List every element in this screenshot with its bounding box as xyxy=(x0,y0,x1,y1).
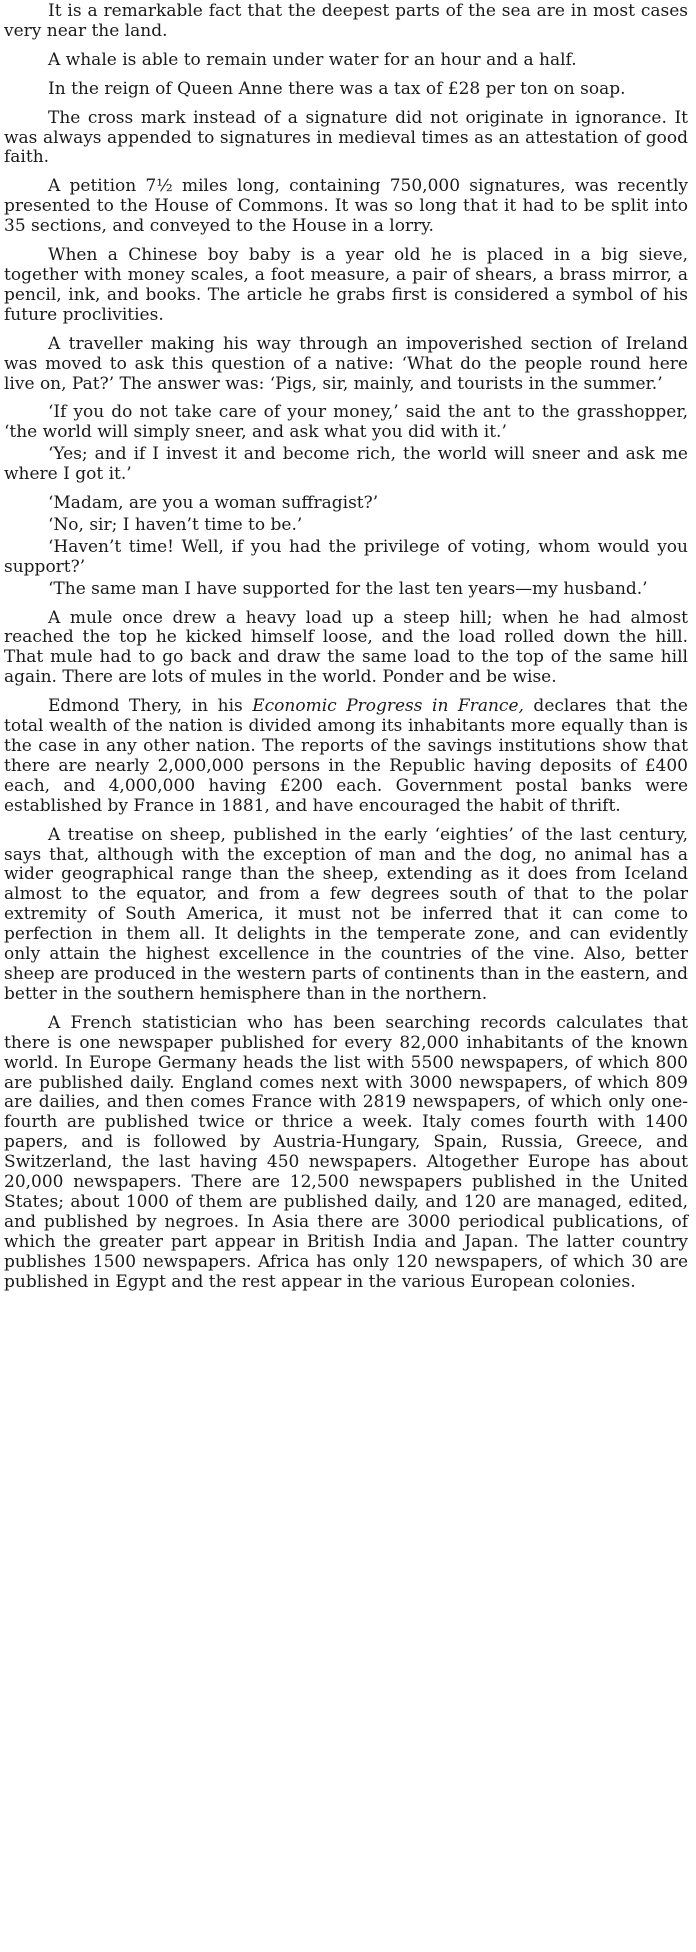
paragraph-ireland-traveller: A traveller making his way through an impoverished section of Ireland was moved to ask this question of a native: ‘What do the people round here live on, Pat?’ The answer was: ‘Pigs, sir, mainly, and tourists in the summer.’ xyxy=(4,333,688,394)
paragraph-deep-sea: It is a remarkable fact that the deepest parts of the sea are in most cases very near the land. xyxy=(4,1,688,41)
paragraph-petition: A petition 7½ miles long, containing 750,000 signatures, was recently presented to the House of Commons. It was so long that it had to be split into 35 sections, and conveyed to the House in a lorry. xyxy=(4,176,688,237)
paragraph-grasshopper-reply: ‘Yes; and if I invest it and become rich, the world will sneer and ask me where I got it.’ xyxy=(4,444,688,485)
paragraph-newspapers: A French statistician who has been searching records calculates that there is one newspaper published for every 82,000 inhabitants of the known world. In Europe Germany heads the list with 5500 newspapers, of which 800 are published daily. England comes next with 3000 newspapers, of which 809 are dailies, and then comes France with 2819 newspapers, of which only one-fourth are published twice or thrice a week. Italy comes fourth with 1400 papers, and is followed by Austria-Hungary, Spain, Russia, Greece, and Switzerland, the last having 450 newspapers. Altogether Europe has about 20,000 newspapers. There are 12,500 newspapers published in the United States; about 1000 of them are published daily, and 120 are managed, edited, and published by negroes. In Asia there are 3000 periodical publications, of which the greater part appear in British India and Japan. The latter country publishes 1500 newspapers. Africa has only 120 newspapers, of which 30 are published in Egypt and the rest appear in the various European colonies. xyxy=(4,1012,688,1292)
thery-lead-text: Edmond Thery, in his xyxy=(48,696,253,717)
paragraph-soap-tax: In the reign of Queen Anne there was a tax of £28 per ton on soap. xyxy=(48,78,626,99)
paragraph-whale: A whale is able to remain under water for an hour and a half. xyxy=(48,49,577,70)
paragraph-chinese-boy: When a Chinese boy baby is a year old he is placed in a big sieve, together with money scales, a foot measure, a pair of shears, a brass mirror, a pencil, ink, and books. The article he grabs first is considered a symbol of his future proclivities. xyxy=(4,245,688,325)
paragraph-sheep-treatise: A treatise on sheep, published in the early ‘eighties’ of the last century, says that, although with the exception of man and the dog, no animal has a wider geographical range than the sheep, extending as it does from Iceland almost to the equator, and from a few degrees south of that to the polar extremity of South America, it must not be inferred that it can come to perfection in them all. It delights in the temperate zone, and can evidently only attain the highest excellence in the countries of the vine. Also, better sheep are produced in the western parts of continents than in the eastern, and better in the southern hemisphere than in the northern. xyxy=(4,824,688,1004)
paragraph-suffragist-question: ‘Madam, are you a woman suffragist?’ xyxy=(48,493,379,514)
paragraph-mule: A mule once drew a heavy load up a steep hill; when he had almost reached the top he kicked himself loose, and the load rolled down the hill. That mule had to go back and draw the same load to the top of the same hill again. There are lots of mules in the world. Ponder and be wise. xyxy=(4,607,688,688)
paragraph-thery-wealth xyxy=(4,697,688,816)
paragraph-suffragist-answer: ‘No, sir; I haven’t time to be.’ xyxy=(48,514,303,535)
paragraph-ant-grasshopper: ‘If you do not take care of your money,’ said the ant to the grasshopper, ‘the world will simply sneer, and ask what you did with it.’ xyxy=(4,402,688,443)
thery-body-text: declares that the total wealth of the nation is divided among its inhabitants more equally than is the case in any other nation. The reports of the savings institutions show that there are nearly 2,000,000 persons in the Republic having deposits of £400 each, and 4,000,000 having £200 each. Government postal banks were established by France in 1881, and have encouraged the habit of thrift. xyxy=(4,696,688,816)
book-title: Economic Progress in France, xyxy=(252,696,524,717)
paragraph-suffragist-husband: ‘The same man I have supported for the last ten years—my husband.’ xyxy=(48,578,648,599)
paragraph-cross-mark: The cross mark instead of a signature did not originate in ignorance. It was always appended to signatures in medieval times as an attestation of good faith. xyxy=(4,107,688,168)
article-page xyxy=(4,2,688,1301)
paragraph-suffragist-followup: ‘Haven’t time! Well, if you had the privilege of voting, whom would you support?’ xyxy=(4,536,688,577)
